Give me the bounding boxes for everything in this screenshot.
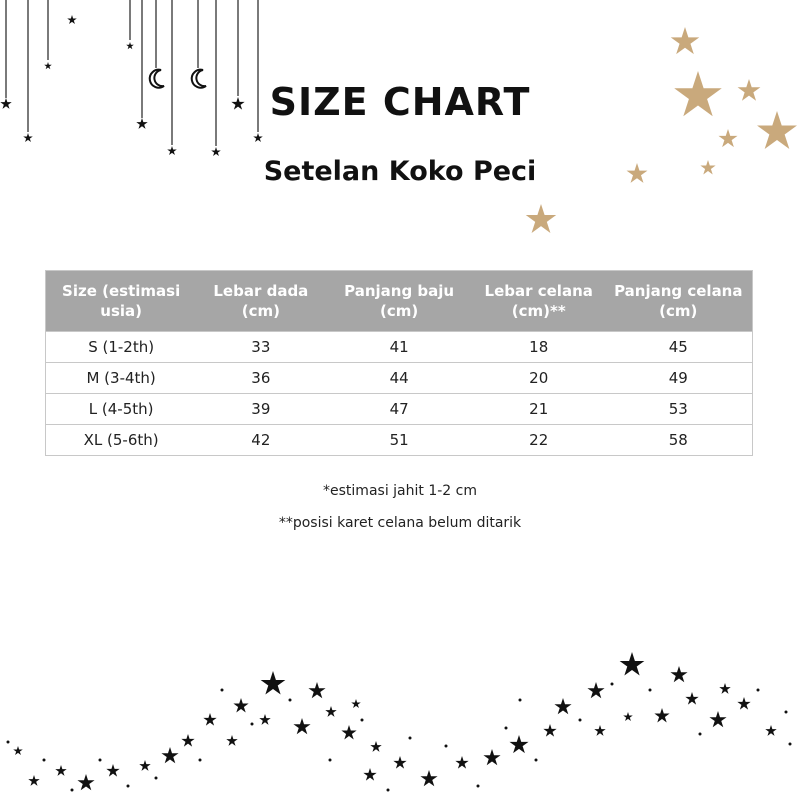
footnote-sewing-estimate: *estimasi jahit 1-2 cm [323, 483, 477, 499]
table-cell: 36 [196, 363, 325, 394]
table-cell: 21 [473, 394, 605, 425]
table-cell: 22 [473, 425, 605, 456]
table-cell: 33 [196, 332, 325, 363]
table-cell: 41 [325, 332, 472, 363]
table-cell: 53 [605, 394, 753, 425]
table-row [46, 332, 753, 363]
table-cell: L (4-5th) [46, 394, 197, 425]
table-cell: M (3-4th) [46, 363, 197, 394]
column-header-shirt-length: Panjang baju (cm) [325, 271, 472, 332]
size-table [45, 270, 753, 456]
star-wave-icons [13, 652, 776, 790]
table-cell: 51 [325, 425, 472, 456]
column-header-size: Size (estimasi usia) [46, 271, 197, 332]
table-row [46, 394, 753, 425]
hanging-ornaments [6, 0, 258, 146]
table-cell: 45 [605, 332, 753, 363]
page-title: SIZE CHART [269, 80, 531, 124]
gold-star-icons [526, 27, 797, 233]
table-cell: 39 [196, 394, 325, 425]
table-header-row [46, 271, 753, 332]
table-cell: 42 [196, 425, 325, 456]
column-header-pants-length: Panjang celana (cm) [605, 271, 753, 332]
table-row [46, 425, 753, 456]
footnote-elastic-position: **posisi karet celana belum ditarik [278, 515, 522, 531]
table-cell: 58 [605, 425, 753, 456]
star-wave-dots [7, 683, 792, 792]
footnotes [0, 480, 800, 544]
product-subtitle: Setelan Koko Peci [263, 156, 537, 187]
column-header-chest-width: Lebar dada (cm) [196, 271, 325, 332]
table-row [46, 363, 753, 394]
table-cell: 49 [605, 363, 753, 394]
table-cell: S (1-2th) [46, 332, 197, 363]
table-cell: 20 [473, 363, 605, 394]
table-cell: 47 [325, 394, 472, 425]
table-cell: 44 [325, 363, 472, 394]
table-cell: 18 [473, 332, 605, 363]
table-cell: XL (5-6th) [46, 425, 197, 456]
column-header-pants-width: Lebar celana (cm)** [473, 271, 605, 332]
